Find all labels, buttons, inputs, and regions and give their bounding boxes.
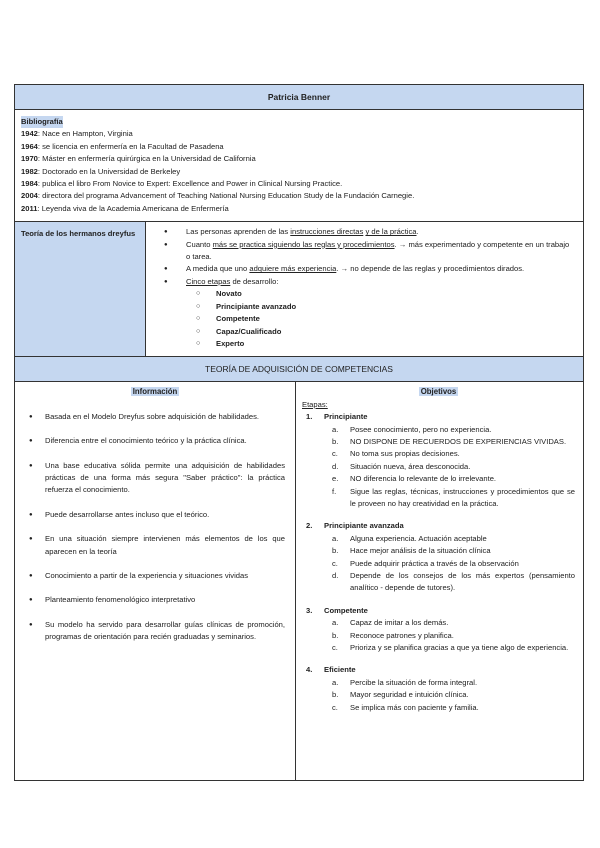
- objective-item: [332, 630, 575, 642]
- info-item: ● En una situación siempre intervienen más elementos de los que aparecen en la teoría: [29, 533, 285, 558]
- objective-item-text: Se implica más con paciente y familia.: [350, 702, 479, 712]
- objective-stage-label: Principiante: [324, 412, 368, 422]
- objective-item: [332, 436, 575, 448]
- objective-item-letter: b.: [332, 546, 339, 556]
- objective-item: [332, 486, 575, 511]
- bibliography-year: 1964: [21, 141, 38, 151]
- objective-item-text: NO DISPONE DE RECUERDOS DE EXPERIENCIAS VIVIDAS.: [350, 436, 567, 446]
- bibliography-entry: [21, 203, 577, 215]
- info-column: [15, 382, 296, 781]
- bibliography-text: : se licencia en enfermería en la Facultad de Pasadena: [37, 141, 224, 151]
- bibliography-year: 1982: [21, 166, 38, 176]
- objective-item-letter: c.: [332, 449, 338, 459]
- bibliography-list: [21, 128, 577, 215]
- objective-item-text: Posee conocimiento, pero no experiencia.: [350, 424, 492, 434]
- objective-item-text: Prioriza y se planifica gracias a que ya tiene algo de experiencia.: [350, 643, 569, 653]
- objective-item-letter: a.: [332, 424, 339, 434]
- bibliography-year: 1942: [21, 129, 38, 139]
- objective-item-letter: b.: [332, 690, 339, 700]
- objective-item-text: Sigue las reglas, técnicas, instrucciones y procedimientos que se le proveen no hay creatividad en la práctica.: [350, 486, 575, 508]
- dreyfus-stage: ○ Competente: [208, 313, 575, 325]
- objective-item-text: Capaz de imitar a los demás.: [350, 618, 449, 628]
- objective-item-text: Puede adquirir práctica a través de la observación: [350, 558, 519, 568]
- objective-item: [332, 473, 575, 485]
- info-item: ● Diferencia entre el conocimiento teórico y la práctica clínica.: [29, 435, 285, 447]
- objective-item: [332, 558, 575, 570]
- info-item: ● Puede desarrollarse antes incluso que el teórico.: [29, 509, 285, 521]
- bibliography-entry: [21, 141, 577, 153]
- info-item: ● Su modelo ha servido para desarrollar guías clínicas de promoción, programas de orientación para recién graduadas y seminarios.: [29, 619, 285, 644]
- objective-stage-label: Principiante avanzada: [324, 521, 404, 531]
- objective-item: [332, 533, 575, 545]
- dreyfus-stage: ○ Capaz/Cualificado: [208, 326, 575, 338]
- theory-title: TEORÍA DE ADQUISICIÓN DE COMPETENCIAS: [15, 357, 584, 382]
- objective-item: [332, 642, 575, 654]
- bibliography-entry: [21, 153, 577, 165]
- bibliography-text: : directora del programa Advancement of Teaching National Nursing Education Study de la Fundación Carnegie.: [37, 191, 415, 201]
- objective-item-letter: a.: [332, 533, 339, 543]
- objective-item-text: Hace mejor análisis de la situación clínica: [350, 546, 491, 556]
- objectives-heading: Objetivos: [420, 387, 457, 397]
- objective-stage-label: Eficiente: [324, 665, 356, 675]
- dreyfus-bullet: ● Las personas aprenden de las instrucciones directas y de la práctica.: [176, 226, 575, 238]
- objective-stage-title: [302, 605, 575, 617]
- objective-item-letter: a.: [332, 618, 339, 628]
- objective-stage-items: [302, 533, 575, 595]
- objective-stage-number: 1.: [306, 412, 313, 422]
- dreyfus-stage: ○ Experto: [208, 338, 575, 350]
- objective-item: [332, 461, 575, 473]
- objective-item: [332, 570, 575, 595]
- benner-table: [14, 84, 584, 382]
- bibliography-heading: Bibliografía: [21, 116, 63, 128]
- bibliography-entry: [21, 190, 577, 202]
- objective-stage-number: 2.: [306, 521, 313, 531]
- objective-item-text: No toma sus propias decisiones.: [350, 449, 460, 459]
- objective-stage-title: [302, 664, 575, 676]
- objective-item: [332, 617, 575, 629]
- objective-stage-title: [302, 411, 575, 423]
- objective-item-letter: a.: [332, 677, 339, 687]
- objective-item-letter: e.: [332, 474, 339, 484]
- bibliography-section: [15, 110, 584, 222]
- dreyfus-stage: ○ Novato: [208, 288, 575, 300]
- page-title: Patricia Benner: [15, 85, 584, 110]
- objective-stage-number: 3.: [306, 605, 313, 615]
- objective-item-letter: f.: [332, 486, 337, 496]
- objective-item-text: Situación nueva, área desconocida.: [350, 461, 471, 471]
- bibliography-year: 1984: [21, 179, 38, 189]
- bibliography-text: : Leyenda viva de la Academia Americana de Enfermería: [37, 203, 229, 213]
- objective-item-letter: b.: [332, 630, 339, 640]
- bibliography-text: : publica el libro From Novice to Expert: Excellence and Power in Clinical Nursing Practice.: [37, 179, 343, 189]
- objective-stage-label: Competente: [324, 605, 368, 615]
- bibliography-year: 1970: [21, 154, 38, 164]
- objective-item-letter: b.: [332, 436, 339, 446]
- objective-item-letter: d.: [332, 571, 339, 580]
- objective-stage-items: [302, 617, 575, 654]
- objective-stage-items: [302, 677, 575, 714]
- objective-item-text: Percibe la situación de forma integral.: [350, 677, 478, 687]
- bibliography-entry: [21, 178, 577, 190]
- bibliography-entry: [21, 128, 577, 140]
- theory-columns: [14, 381, 584, 781]
- objective-item-text: NO diferencia lo relevante de lo irrelevante.: [350, 474, 497, 484]
- objective-item: [332, 702, 575, 714]
- bibliography-year: 2004: [21, 191, 38, 201]
- bibliography-year: 2011: [21, 203, 38, 213]
- dreyfus-content: [146, 222, 584, 357]
- objective-stage-number: 4.: [306, 665, 313, 675]
- dreyfus-bullet: ● A medida que uno adquiere más experiencia. → no depende de las reglas y procedimientos dirados.: [176, 263, 575, 275]
- objective-item-letter: d.: [332, 461, 339, 471]
- objective-item: [332, 689, 575, 701]
- objective-stage-title: [302, 520, 575, 532]
- bibliography-entry: [21, 166, 577, 178]
- dreyfus-stage: ○ Principiante avanzado: [208, 301, 575, 313]
- info-item: ● Basada en el Modelo Dreyfus sobre adquisición de habilidades.: [29, 411, 285, 423]
- bibliography-text: : Doctorado en la Universidad de Berkeley: [37, 166, 181, 176]
- info-item: ● Una base educativa sólida permite una adquisición de habilidades prácticas de una forma más segura "Saber práctico": la práctica refuerza el conocimiento.: [29, 460, 285, 497]
- info-item: ● Planteamiento fenomenológico interpretativo: [29, 594, 285, 606]
- dreyfus-bullet: ● Cuanto más se practica siguiendo las reglas y procedimientos. → más experimentado y competente en un trabajo o tarea.: [176, 239, 575, 264]
- document-page: [14, 84, 584, 781]
- objective-item-letter: c.: [332, 643, 338, 653]
- info-item: ● Conocimiento a partir de la experiencia y situaciones vividas: [29, 570, 285, 582]
- dreyfus-bullet: ● Cinco etapas de desarrollo: ○ Novato ○ Principiante avanzado ○ Competente ○ Capaz/Cualificado ○ Experto: [176, 276, 575, 350]
- objective-item: [332, 424, 575, 436]
- objective-item-text: Mayor seguridad e intuición clínica.: [350, 690, 469, 700]
- objective-item-letter: c.: [332, 702, 338, 712]
- objectives-column: [296, 382, 584, 781]
- bibliography-text: : Máster en enfermería quirúrgica en la Universidad de California: [37, 154, 256, 164]
- bibliography-text: : Nace en Hampton, Virginia: [37, 129, 133, 139]
- dreyfus-stage-list: [186, 288, 575, 350]
- objective-stage-items: [302, 424, 575, 511]
- objective-item: [332, 545, 575, 557]
- objective-item: [332, 677, 575, 689]
- objective-item-text: Depende de los consejos de los más expertos (pensamiento analítico - depende de tutores).: [350, 571, 575, 593]
- objective-item-letter: c.: [332, 558, 338, 568]
- etapas-label: Etapas:: [302, 399, 328, 409]
- info-heading: Información: [132, 387, 178, 397]
- objective-item-text: Alguna experiencia. Actuación aceptable: [350, 533, 487, 543]
- info-list: [19, 411, 291, 644]
- objective-item-text: Reconoce patrones y planifica.: [350, 630, 454, 640]
- dreyfus-label: Teoría de los hermanos dreyfus: [15, 222, 146, 357]
- objectives-list: [302, 411, 575, 714]
- objective-item: [332, 448, 575, 460]
